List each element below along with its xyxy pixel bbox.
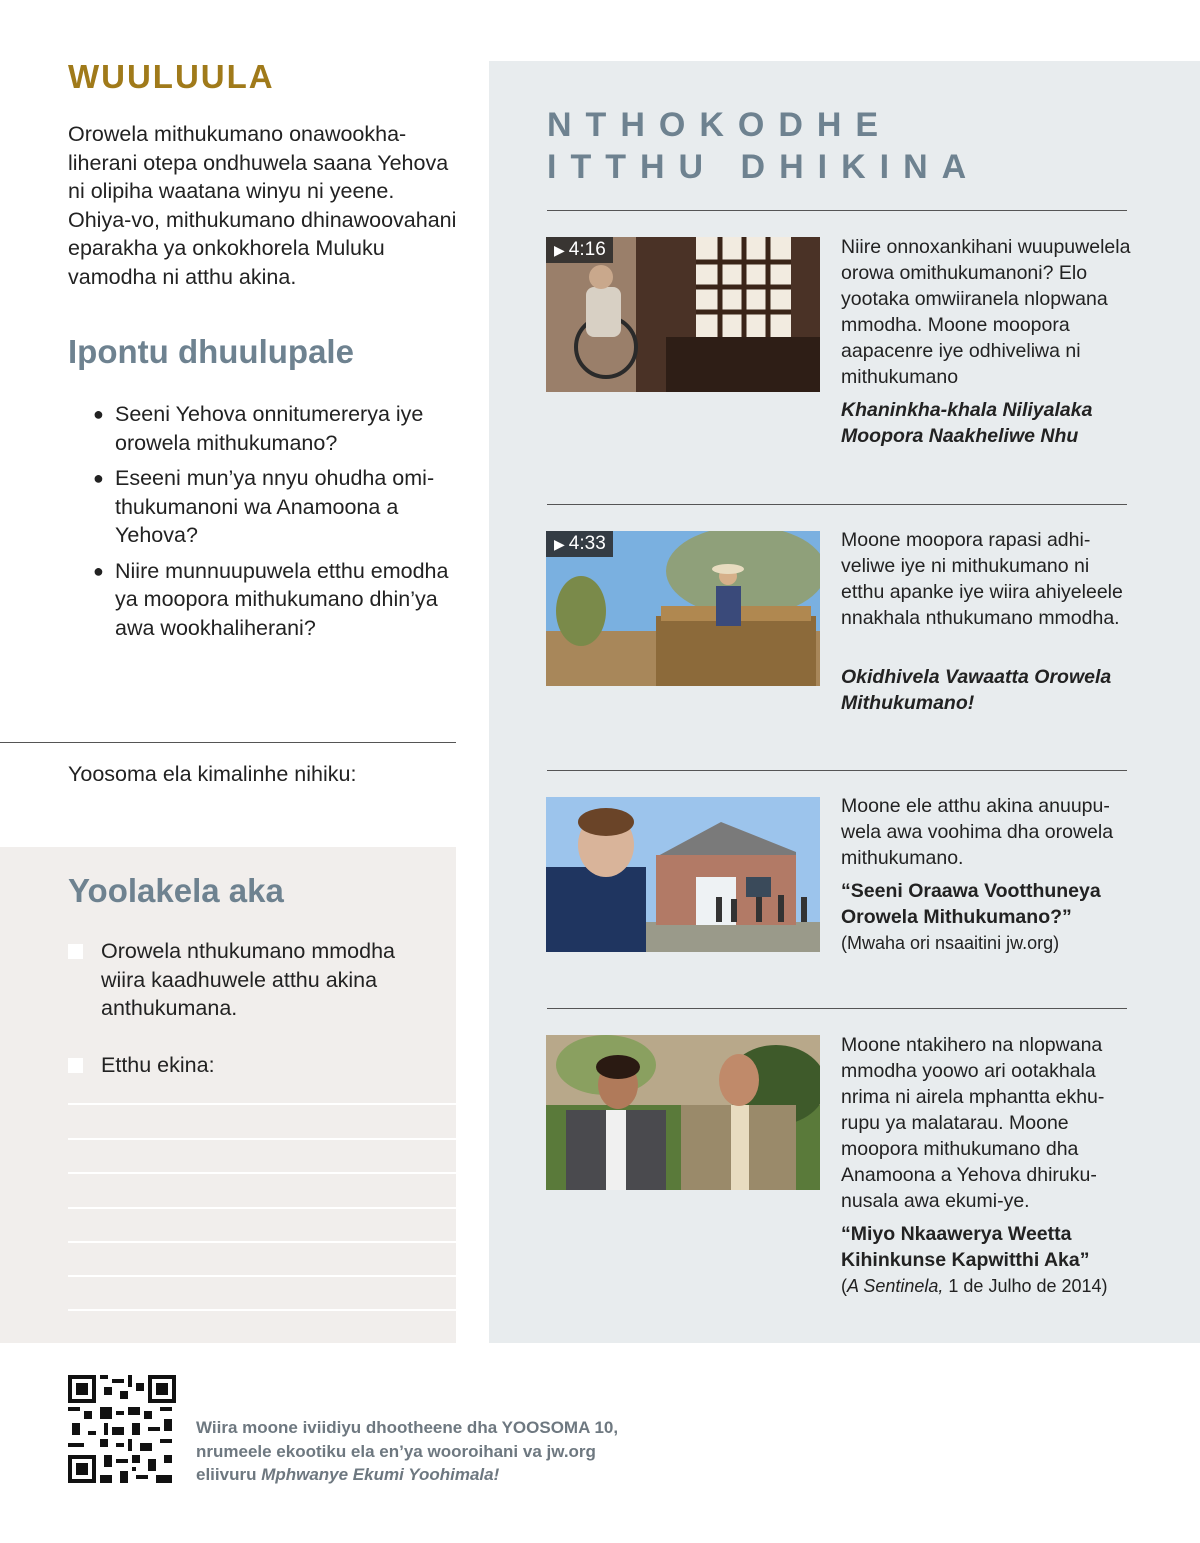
divider xyxy=(547,1008,1127,1009)
footer-line3: eliivuru xyxy=(196,1465,262,1484)
write-line xyxy=(68,1103,456,1105)
media-description: Moone ntakihero na nlopwana mmodha yoowo ari ootakhala nrima ni airela mphantta ekhurupu ya malatarau. Moone moopora mithukumano dha Anamoona a Yehova dhirukunusala awa ekumi-ye. xyxy=(841,1034,1105,1212)
list-item xyxy=(88,464,458,550)
media-title[interactable]: “Miyo Nkaawerya Weetta Kihinkunse Kapwitthi Aka” xyxy=(841,1223,1090,1271)
kingdom-hall-image xyxy=(546,797,820,952)
discover-heading-line2: ITTHU DHIKINA xyxy=(547,148,981,186)
summary-heading: WUULUULA xyxy=(68,58,275,95)
divider xyxy=(0,742,456,743)
checkbox[interactable] xyxy=(68,944,83,959)
goals-heading: Yoolakela aka xyxy=(68,872,284,909)
media-description: Moone moopora rapasi adhiveliwe iye ni mithukumano ni etthu apanke iye wiira ahiyeleele nnakhala nthukumano mmodha. xyxy=(841,529,1123,629)
checkbox[interactable] xyxy=(68,1058,83,1073)
goals-box xyxy=(0,847,456,1343)
divider xyxy=(547,770,1127,771)
media-title[interactable]: “Seeni Oraawa Vootthuneya Orowela Mithukumano?” xyxy=(841,880,1101,928)
footer-line2: nrumeele ekootiku ela en’ya wooroihani va jw.org xyxy=(196,1441,596,1461)
review-heading: Ipontu dhuulupale xyxy=(68,333,354,370)
write-line xyxy=(68,1138,456,1140)
goal-item[interactable] xyxy=(68,1051,428,1080)
goal-text: Etthu ekina: xyxy=(101,1053,215,1077)
media-title[interactable]: Okidhivela Vawaatta Orowela Mithukumano! xyxy=(841,666,1112,714)
footer-line1: Wiira moone iviidiyu dhootheene dha YOOSOMA 10, xyxy=(196,1418,619,1437)
completed-date-label: Yoosoma ela kimalinhe nihiku: xyxy=(68,762,357,786)
review-question: Seeni Yehova onnitumererya iye orowela mithukumano? xyxy=(115,402,424,455)
source-date: 1 de Julho de 2014) xyxy=(943,1276,1108,1296)
duration-badge xyxy=(546,237,613,263)
list-item xyxy=(88,557,458,643)
play-icon: ▶ xyxy=(554,242,565,258)
bullet-icon: ● xyxy=(93,560,104,581)
media-description: Niire onnoxankihani wuupuwelela orowa omithukumanoni? Elo yootaka omwiiranela nlopwana mmodha. Moone moopora aapacenre iye odhiveliwa ni mithukumano xyxy=(841,236,1131,388)
source-open: ( xyxy=(841,1276,847,1296)
duration: 4:16 xyxy=(568,239,606,260)
duration-badge xyxy=(546,531,613,557)
video-thumbnail[interactable] xyxy=(546,237,820,392)
media-title[interactable]: Khaninkha-khala Niliyalaka Moopora Naakheliwe Nhu xyxy=(841,399,1093,447)
divider xyxy=(547,210,1127,211)
play-icon: ▶ xyxy=(554,536,565,552)
bullet-icon: ● xyxy=(93,468,104,488)
goal-item[interactable] xyxy=(68,937,428,1023)
discover-heading-line1: NTHOKODHE xyxy=(547,106,893,144)
qr-code-icon[interactable] xyxy=(68,1375,176,1483)
footer-text xyxy=(196,1416,676,1487)
summary-text: Orowela mithukumano onawookhaliherani otepa ondhuwela saana Yehova ni olipiha waatana winyu ni yeene. Ohiya-vo, mithukumano dhinawoovahani eparakha ya onkokhorela Muluku vamodha ni atthu akina. xyxy=(68,122,457,289)
couple-portrait-image xyxy=(546,1035,820,1190)
write-line xyxy=(68,1241,456,1243)
write-line xyxy=(68,1207,456,1209)
video-thumbnail[interactable] xyxy=(546,531,820,686)
article-thumbnail[interactable] xyxy=(546,797,820,952)
review-question: Niire munnuupuwela etthu emodha ya moopora mithukumano dhin’ya awa wookhaliherani? xyxy=(115,558,449,640)
source-publication: A Sentinela, xyxy=(847,1276,944,1296)
write-line xyxy=(68,1172,456,1174)
write-line xyxy=(68,1309,456,1311)
divider xyxy=(547,504,1127,505)
media-source xyxy=(841,1273,1131,1299)
list-item xyxy=(88,400,458,457)
discover-heading xyxy=(547,104,980,188)
review-list xyxy=(88,400,458,649)
write-line xyxy=(68,1275,456,1277)
media-source: (Mwaha ori nsaaitini jw.org) xyxy=(841,933,1060,953)
footer-book-title[interactable]: Mphwanye Ekumi Yoohimala! xyxy=(261,1465,500,1484)
article-thumbnail[interactable] xyxy=(546,1035,820,1190)
review-question: Eseeni mun’ya nnyu ohudha omithukumanoni wa Anamoona a Yehova? xyxy=(115,466,435,547)
goal-text: Orowela nthukumano mmodha wiira kaadhuwele atthu akina anthukumana. xyxy=(101,939,395,1020)
duration: 4:33 xyxy=(568,533,606,554)
media-description: Moone ele atthu akina anuupuwela awa voohima dha orowela mithukumano. xyxy=(841,795,1114,869)
bullet-icon: ● xyxy=(93,404,104,424)
